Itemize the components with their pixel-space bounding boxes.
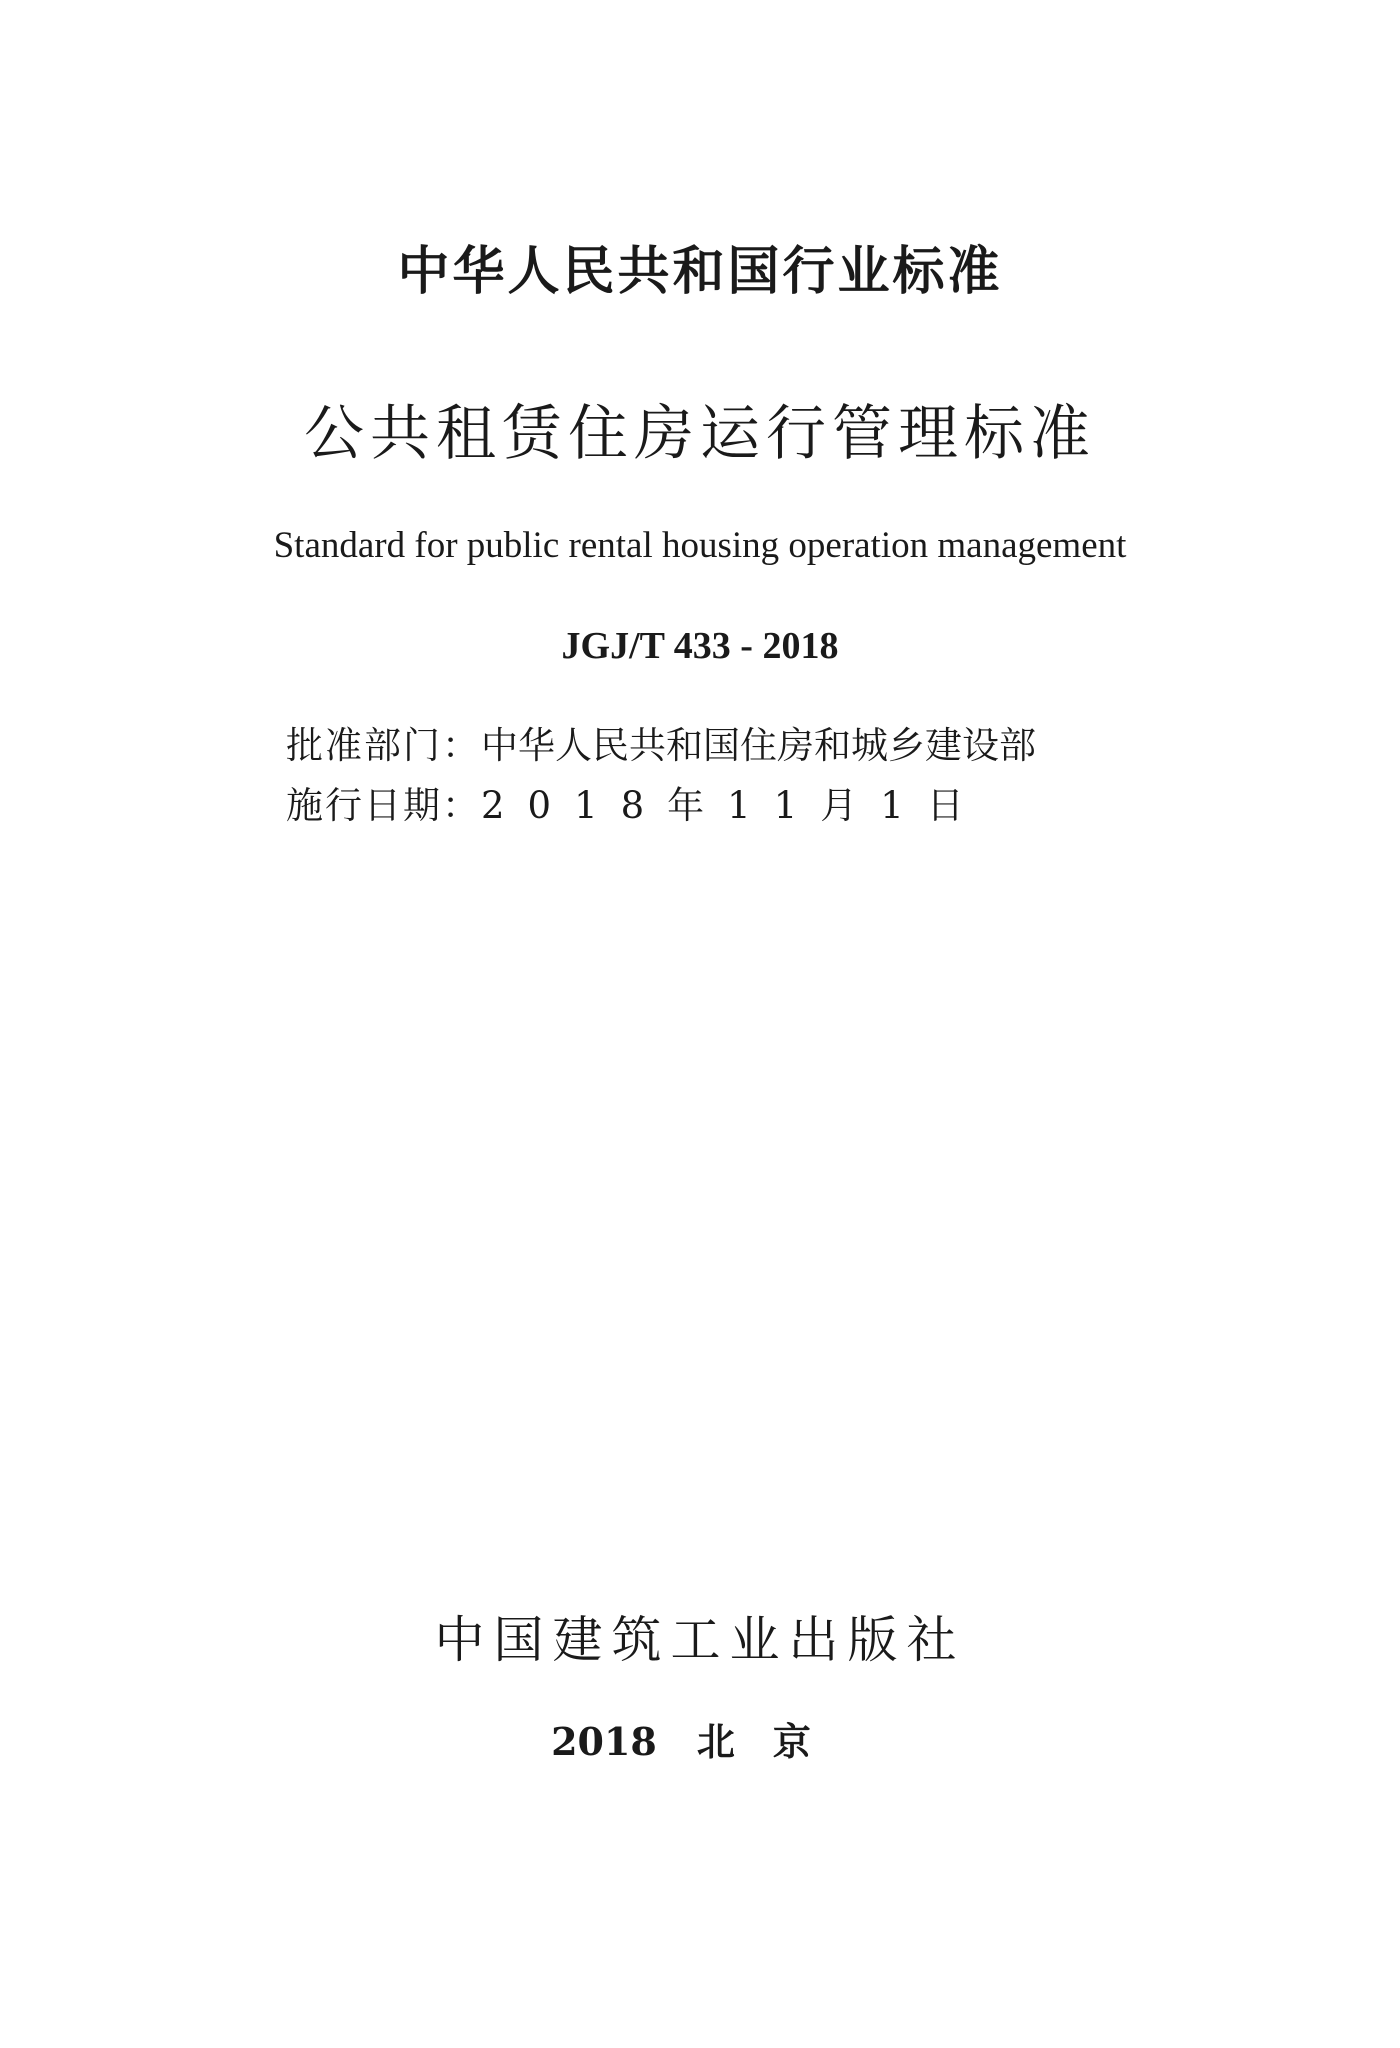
standard-code: JGJ/T 433 - 2018	[561, 625, 839, 667]
effective-date-value: 2018年11月1日	[481, 784, 987, 827]
publication-year: 2018	[551, 1719, 657, 1764]
effective-date-row	[286, 782, 1186, 830]
approval-department-row	[286, 722, 1186, 770]
effective-date-label: 施行日期：	[286, 784, 481, 827]
publication-year-place	[0, 1718, 1400, 1766]
publication-city: 北京	[696, 1719, 849, 1764]
publisher-name: 中国建筑工业出版社	[434, 1611, 966, 1669]
approval-department-label: 批准部门：	[286, 724, 481, 767]
standard-series-heading: 中华人民共和国行业标准	[397, 242, 1003, 302]
approval-department-value: 中华人民共和国住房和城乡建设部	[481, 724, 1036, 767]
standard-title-chinese: 公共租赁住房运行管理标准	[304, 399, 1096, 469]
standard-title-english: Standard for public rental housing operation management	[273, 525, 1127, 566]
